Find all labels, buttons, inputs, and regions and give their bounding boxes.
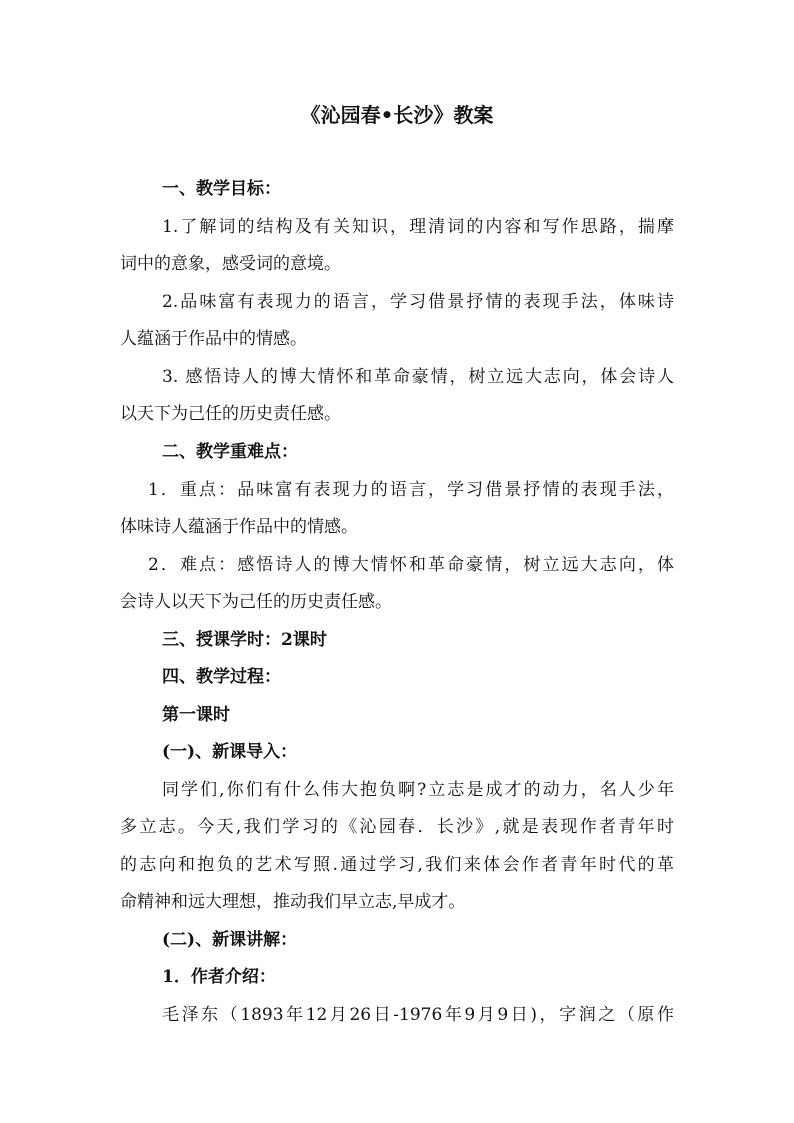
key-point-2-line-2: 会诗人以天下为己任的历史责任感。 xyxy=(120,592,392,612)
part-1-heading: (一)、新课导入： xyxy=(162,742,298,762)
lesson-1-heading: 第一课时 xyxy=(162,705,230,725)
key-point-1-line-2: 体味诗人蕴涵于作品中的情感。 xyxy=(120,517,358,537)
objective-3-line-2: 以天下为己任的历史责任感。 xyxy=(120,404,341,424)
intro-line-2: 多立志。今天,我们学习的《沁园春．长沙》,就是表现作者青年时 xyxy=(120,817,674,837)
section-heading-objectives: 一、教学目标： xyxy=(162,179,281,199)
document-title: 《沁园春•长沙》教案 xyxy=(300,103,494,127)
intro-line-1: 同学们,你们有什么伟大抱负啊?立志是成才的动力，名人少年 xyxy=(162,780,674,800)
intro-line-3: 的志向和抱负的艺术写照.通过学习,我们来体会作者青年时代的革 xyxy=(120,855,674,875)
objective-1-line-1: 1.了解词的结构及有关知识，理清词的内容和写作思路，揣摩 xyxy=(162,217,674,237)
objective-3-line-1: 3. 感悟诗人的博大情怀和革命豪情，树立远大志向，体会诗人 xyxy=(162,367,674,387)
key-point-2-line-1: 2．难点：感悟诗人的博大情怀和革命豪情，树立远大志向，体 xyxy=(148,555,674,575)
objective-2-line-2: 人蕴涵于作品中的情感。 xyxy=(120,329,307,349)
author-line-1: 毛泽东（1893年12月26日-1976年9月9日)，字润之（原作 xyxy=(162,1005,674,1025)
objective-2-line-1: 2.品味富有表现力的语言，学习借景抒情的表现手法，体味诗 xyxy=(162,292,674,312)
section-heading-key-points: 二、教学重难点： xyxy=(162,442,298,462)
key-point-1-line-1: 1．重点：品味富有表现力的语言，学习借景抒情的表现手法， xyxy=(148,480,674,500)
intro-line-4: 命精神和远大理想，推动我们早立志,早成才。 xyxy=(120,892,466,912)
author-heading: 1．作者介绍： xyxy=(162,967,276,987)
section-heading-teaching-process: 四、教学过程： xyxy=(162,667,281,687)
part-2-heading: (二)、新课讲解： xyxy=(162,930,298,950)
section-heading-class-hours: 三、授课学时：2课时 xyxy=(162,630,327,650)
objective-1-line-2: 词中的意象，感受词的意境。 xyxy=(120,254,341,274)
